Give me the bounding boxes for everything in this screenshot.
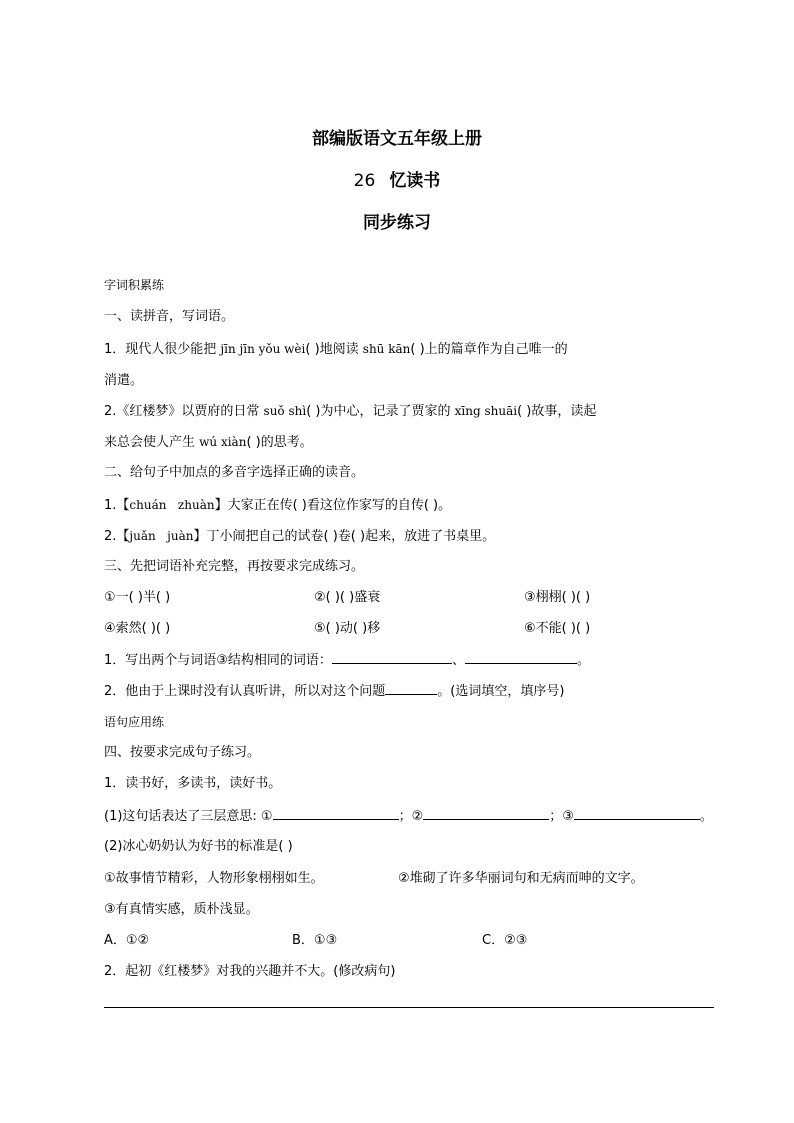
question-4-1-1: (1)这句话表达了三层意思: ① ；② ；③ 。 [104, 809, 713, 824]
answer-blank[interactable] [465, 651, 577, 664]
lesson-heading [0, 166, 794, 191]
question-2-title: 二、给句子中加点的多音字选择正确的读音。 [104, 465, 365, 480]
choice-b[interactable]: B．①③ [292, 933, 338, 948]
pinyin-text: wú xiàn [199, 435, 247, 449]
idiom-blank-4: ④索然( )( ) [104, 621, 171, 636]
idiom-blank-2: ②( )( )盛衰 [314, 590, 381, 605]
question-1-1-cont: 消遣。 [104, 373, 144, 388]
pinyin-text: xīng shuāi [454, 404, 518, 418]
page-subtitle: 同步练习 [363, 213, 431, 233]
option-3: ③有真情实感，质朴浅显。 [104, 902, 259, 917]
lesson-title: 忆读书 [389, 171, 441, 191]
pinyin-text: shū kān [362, 342, 411, 356]
answer-blank[interactable] [574, 807, 700, 820]
question-1-title: 一、读拼音，写词语。 [104, 309, 235, 324]
pinyin-text: suǒ shì [263, 404, 307, 418]
choice-a[interactable]: A．①② [104, 933, 150, 948]
question-4-title: 四、按要求完成句子练习。 [104, 745, 261, 760]
idiom-blank-6: ⑥不能( )( ) [524, 621, 591, 636]
question-3-title: 三、先把词语补充完整，再按要求完成练习。 [104, 559, 365, 574]
idiom-blank-5: ⑤( )动( )移 [314, 621, 381, 636]
question-4-1: 1．读书好，多读书，读好书。 [104, 776, 282, 791]
pinyin-text: chuán zhuàn [129, 498, 215, 512]
answer-line[interactable] [104, 1007, 714, 1008]
answer-blank[interactable] [423, 807, 549, 820]
question-1-2-cont: 来总会使人产生 wú xiàn( )的思考。 [104, 435, 313, 450]
option-2: ②堆砌了许多华丽词句和无病而呻的文字。 [398, 871, 644, 886]
question-2-1: 1.【chuán zhuàn】大家正在传( )看这位作家写的自传( )。 [104, 498, 452, 513]
answer-blank[interactable] [273, 807, 399, 820]
page-title: 部编版语文五年级上册 [312, 129, 482, 149]
question-1-1: 1．现代人很少能把 jīn jīn yǒu wèi( )地阅读 shū kān( )上的篇章作为自己唯一的 [104, 342, 568, 357]
idiom-blank-1: ①一( )半( ) [104, 590, 171, 605]
question-4-2: 2．起初《红楼梦》对我的兴趣并不大。(修改病句) [104, 964, 396, 979]
idiom-blank-3: ③栩栩( )( ) [524, 590, 591, 605]
question-3-2: 2．他由于上课时没有认真听讲，所以对这个问题 。(选词填空，填序号) [104, 684, 565, 699]
answer-blank[interactable] [332, 651, 452, 664]
pinyin-text: jīn jīn yǒu wèi [220, 342, 306, 356]
question-3-1: 1．写出两个与词语③结构相同的词语： 、 。 [104, 653, 590, 668]
lesson-number: 26 [353, 171, 376, 191]
pinyin-text: juǎn juàn [129, 529, 194, 543]
option-1: ①故事情节精彩，人物形象栩栩如生。 [104, 871, 324, 886]
question-2-2: 2.【juǎn juàn】丁小闹把自己的试卷( )卷( )起来，放进了书桌里。 [104, 529, 496, 544]
question-1-2: 2.《红楼梦》以贾府的日常 suǒ shì( )为中心，记录了贾家的 xīng shuāi( )故事，读起 [104, 404, 597, 419]
question-4-1-2: (2)冰心奶奶认为好书的标准是( ) [104, 839, 293, 854]
section-heading-sentence: 语句应用练 [104, 715, 165, 729]
section-heading-vocab: 字词积累练 [104, 278, 165, 292]
choice-c[interactable]: C．②③ [482, 933, 528, 948]
answer-blank[interactable] [385, 682, 437, 695]
